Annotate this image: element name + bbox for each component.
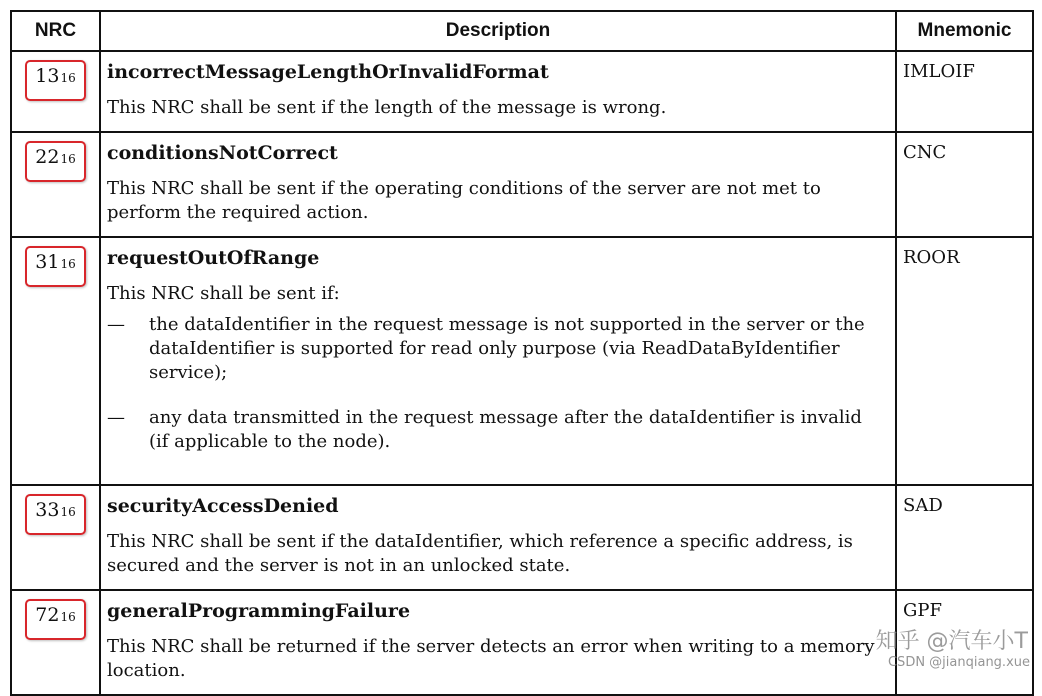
bullet-dash: — <box>107 314 125 335</box>
nrc-base: 16 <box>60 505 76 519</box>
header-mnemonic: Mnemonic <box>896 11 1033 51</box>
nrc-description: This NRC shall be returned if the server detects an error when writing to a memory location. <box>107 636 875 681</box>
description-cell <box>100 485 896 590</box>
nrc-base: 16 <box>60 152 76 166</box>
nrc-cell <box>11 590 100 695</box>
table-row <box>11 237 1033 485</box>
bullet-text: the dataIdentifier in the request message is not supported in the server or the dataIdentifier is supported for read only purpose (via ReadDataByIdentifier service); <box>149 314 865 383</box>
description-cell <box>100 237 896 485</box>
nrc-cell <box>11 485 100 590</box>
bullet-text: any data transmitted in the request message after the dataIdentifier is invalid (if applicable to the node). <box>149 407 862 452</box>
highlight-box <box>25 246 85 287</box>
nrc-term: requestOutOfRange <box>107 247 320 269</box>
nrc-base: 16 <box>60 71 76 85</box>
nrc-term: generalProgrammingFailure <box>107 600 411 622</box>
mnemonic-cell: ROOR <box>896 237 1033 485</box>
list-item <box>107 406 887 454</box>
nrc-cell <box>11 132 100 237</box>
header-description: Description <box>100 11 896 51</box>
table-row <box>11 485 1033 590</box>
nrc-cell <box>11 51 100 132</box>
nrc-base: 16 <box>60 610 76 624</box>
nrc-description: This NRC shall be sent if: <box>107 283 340 304</box>
highlight-box <box>25 494 85 535</box>
nrc-code: 33 <box>35 499 60 521</box>
highlight-box <box>25 599 85 640</box>
nrc-code: 72 <box>35 604 60 626</box>
list-item <box>107 313 887 385</box>
nrc-base: 16 <box>60 257 76 271</box>
csdn-watermark: CSDN @jianqiang.xue <box>887 655 1030 670</box>
highlight-box <box>25 141 85 182</box>
table-row <box>11 51 1033 132</box>
nrc-code: 31 <box>35 251 60 273</box>
nrc-table <box>10 10 1034 696</box>
mnemonic-cell: SAD <box>896 485 1033 590</box>
nrc-term: incorrectMessageLengthOrInvalidFormat <box>107 61 549 83</box>
mnemonic-cell: GPF <box>896 590 1033 695</box>
nrc-term: securityAccessDenied <box>107 495 339 517</box>
header-nrc: NRC <box>11 11 100 51</box>
mnemonic-cell: IMLOIF <box>896 51 1033 132</box>
zhihu-watermark: 知乎 @汽车小T <box>875 629 1028 654</box>
description-cell <box>100 51 896 132</box>
nrc-cell <box>11 237 100 485</box>
nrc-code: 22 <box>35 146 60 168</box>
mnemonic-cell: CNC <box>896 132 1033 237</box>
bullet-dash: — <box>107 407 125 428</box>
nrc-description: This NRC shall be sent if the length of the message is wrong. <box>107 97 667 118</box>
header-row <box>11 11 1033 51</box>
description-cell <box>100 590 896 695</box>
nrc-description: This NRC shall be sent if the operating conditions of the server are not met to perform the required action. <box>107 178 821 223</box>
nrc-code: 13 <box>35 65 60 87</box>
table-row <box>11 132 1033 237</box>
nrc-term: conditionsNotCorrect <box>107 142 338 164</box>
description-cell <box>100 132 896 237</box>
nrc-description: This NRC shall be sent if the dataIdentifier, which reference a specific address, is secured and the server is not in an unlocked state. <box>107 531 853 576</box>
highlight-box <box>25 60 85 101</box>
